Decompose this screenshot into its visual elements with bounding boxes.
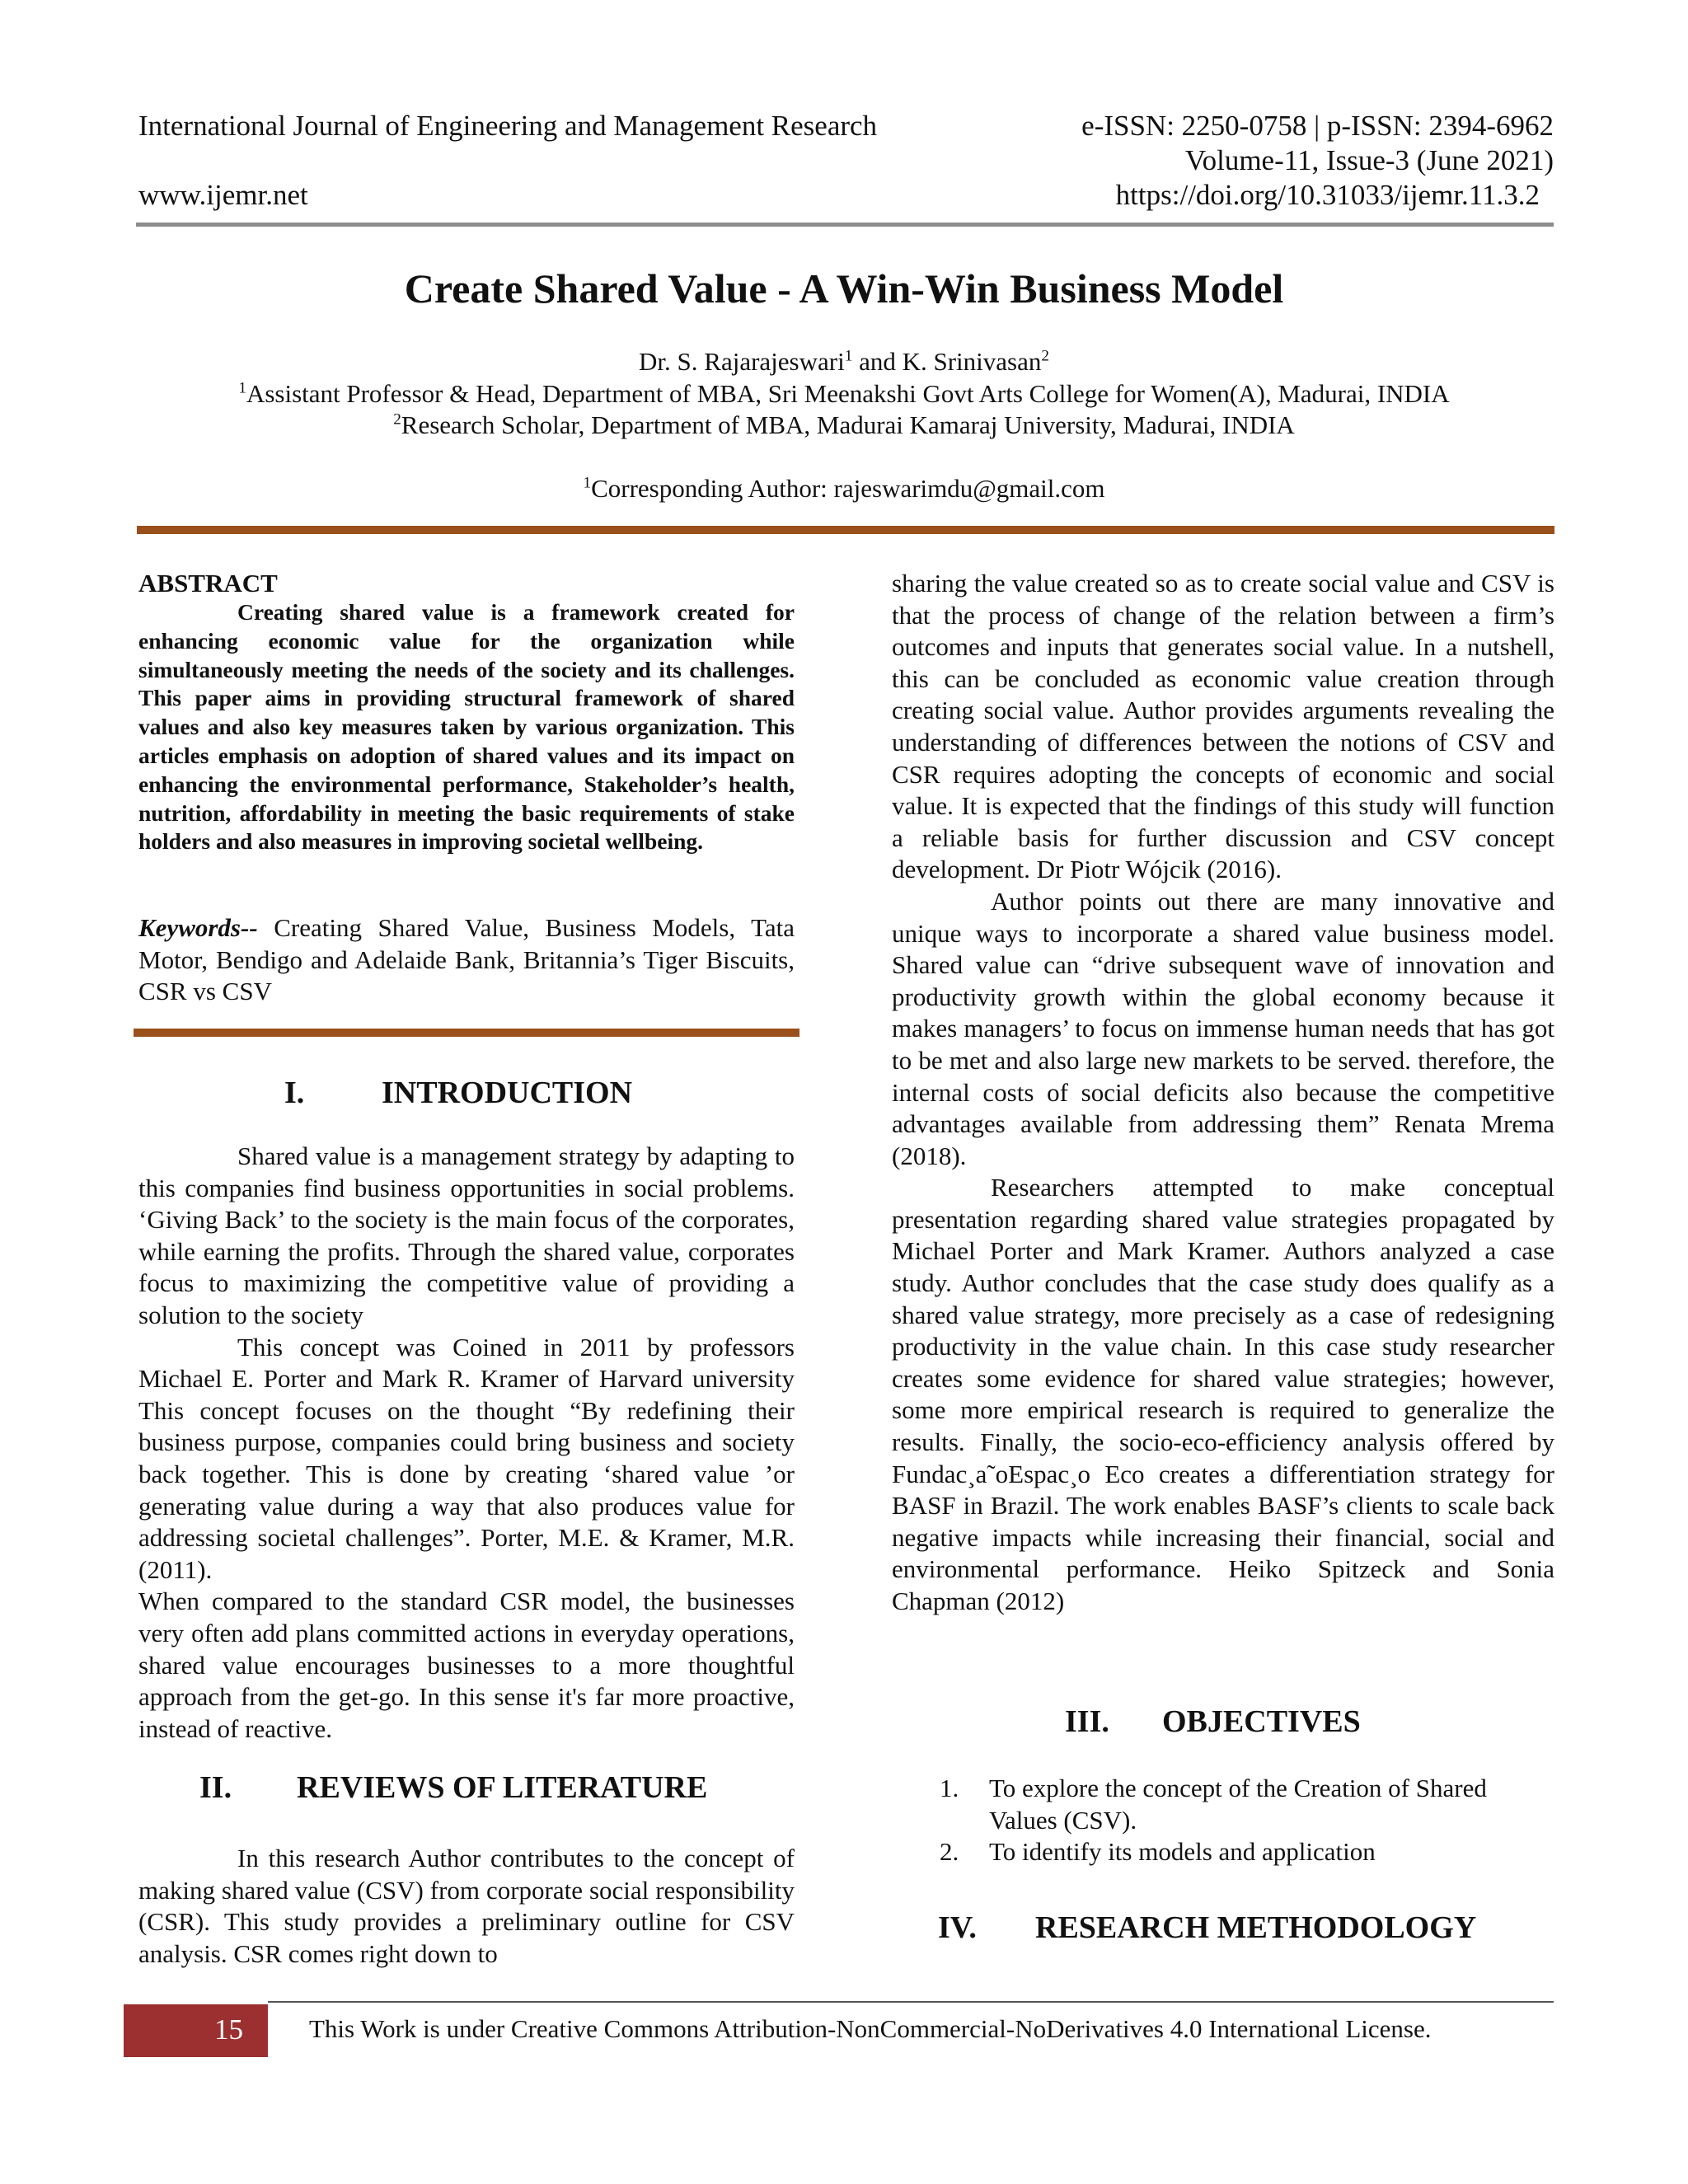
keywords-text: Creating Shared Value, Business Models, Tata Motor, Bendigo and Adelaide Bank, Britannia’s Tiger Biscuits, CSR vs CSV <box>138 913 795 1006</box>
author-and: and <box>852 347 903 376</box>
footer-rule <box>268 2001 1554 2003</box>
literature-paragraph-3: Researchers attempted to make conceptual presentation regarding shared value strategies propagated by Michael Porter and Mark Kramer. Authors analyzed a case study. Author concludes that the case study does qualify as a shared value strategy, more precisely as a case of redesigning productivity in the value chain. In this case study researcher creates some evidence for shared value strategies; however, some more empirical research is required to generalize the results. Finally, the socio-eco-efficiency analysis offered by Fundac¸a˜oEspac¸o Eco creates a differentiation strategy for BASF in Brazil. The work enables BASF’s clients to scale back negative impacts while increasing their financial, social and environmental performance. Heiko Spitzeck and Sonia Chapman (2012) <box>892 1173 1554 1615</box>
affiliation-1-sup: 1 <box>238 379 246 397</box>
intro-paragraph-1: Shared value is a management strategy by adapting to this companies find business opportunities in social problems. ‘Giving Back’ to the society is the main focus of the corporates, while earning the profits. Through the shared value, corporates focus to maximizing the competitive value of providing a solution to the society <box>138 1141 795 1329</box>
affiliation-2-text: Research Scholar, Department of MBA, Madurai Kamaraj University, Madurai, INDIA <box>401 410 1295 439</box>
corresponding-author <box>0 473 1688 504</box>
affiliation-2-sup: 2 <box>393 410 401 429</box>
journal-website[interactable]: www.ijemr.net <box>138 179 308 211</box>
corresponding-sup: 1 <box>583 474 592 492</box>
author-line <box>0 346 1688 377</box>
keywords-block <box>138 912 795 1008</box>
author-2: K. Srinivasan <box>902 347 1042 376</box>
section-2-number: II. <box>199 1770 232 1805</box>
section-2-title: REVIEWS OF LITERATURE <box>297 1770 708 1805</box>
section-1-number: I. <box>284 1076 305 1110</box>
literature-paragraph-1-cont: sharing the value created so as to create social value and CSV is that the process of change of the relation between a firm’s outcomes and inputs that generates social value. In a nutshell, this can be concluded as economic value creation through creating social value. Author provides arguments revealing the understanding of differences between the notions of CSV and CSR requires adopting the concepts of economic and social value. It is expected that the findings of this study will function a reliable basis for further discussion and CSV concept development. Dr Piotr Wójcik (2016). <box>892 569 1554 884</box>
doi-link[interactable]: https://doi.org/10.31033/ijemr.11.3.2 <box>1115 179 1540 211</box>
objective-number: 1. <box>940 1774 959 1802</box>
objectives-list <box>892 1773 1554 1868</box>
intro-paragraph-3: When compared to the standard CSR model, the businesses very often add plans committed actions in everyday operations, shared value encourages businesses to a more thoughtful approach from the get-go. In this sense it's far more proactive, instead of reactive. <box>138 1586 795 1743</box>
section-4-number: IV. <box>938 1910 977 1945</box>
section-4-title: RESEARCH METHODOLOGY <box>1035 1910 1477 1945</box>
affiliation-1-text: Assistant Professor & Head, Department of MBA, Sri Meenakshi Govt Arts College for Women(A), Madurai, INDIA <box>246 379 1450 408</box>
affiliation-1 <box>0 378 1688 410</box>
objective-text: To identify its models and application <box>989 1837 1376 1867</box>
corresponding-text: Corresponding Author: rajeswarimdu@gmail.com <box>591 474 1105 503</box>
author-1-sup: 1 <box>844 347 853 365</box>
literature-body-right <box>892 568 1554 1618</box>
section-3-title: OBJECTIVES <box>1162 1704 1361 1739</box>
objective-item <box>892 1773 1554 1836</box>
section-3-number: III. <box>1065 1704 1109 1739</box>
page-number-box <box>124 2004 268 2057</box>
abstract-block <box>138 569 795 856</box>
objective-text: To explore the concept of the Creation of Shared Values (CSV). <box>989 1774 1487 1835</box>
literature-paragraph-1: In this research Author contributes to the concept of making shared value (CSV) from corporate social responsibility (CSR). This study provides a preliminary outline for CSV analysis. CSR comes right down to <box>138 1844 795 1968</box>
issn: e-ISSN: 2250-0758 | p-ISSN: 2394-6962 <box>1081 110 1554 142</box>
affiliation-2 <box>0 410 1688 441</box>
license-notice: This Work is under Creative Commons Attribution-NonCommercial-NoDerivatives 4.0 International License. <box>309 2014 1432 2043</box>
abstract-heading: ABSTRACT <box>138 569 278 598</box>
header-rule <box>136 223 1554 227</box>
intro-paragraph-2: This concept was Coined in 2011 by professors Michael E. Porter and Mark R. Kramer of Harvard university This concept focuses on the thought “By redefining their business purpose, companies could bring business and society back together. This is done by creating ‘shared value ’or generating value during a way that also produces value for addressing societal challenges”. Porter, M.E. & Kramer, M.R. (2011). <box>138 1332 795 1584</box>
journal-name: International Journal of Engineering and Management Research <box>138 110 878 142</box>
page-number: 15 <box>214 2013 243 2046</box>
title-rule <box>137 526 1554 534</box>
section-1-title: INTRODUCTION <box>382 1076 633 1110</box>
literature-body-left <box>138 1843 795 1970</box>
keywords-label: Keywords-- <box>138 913 258 942</box>
volume-issue: Volume-11, Issue-3 (June 2021) <box>1184 144 1554 176</box>
introduction-body <box>138 1141 795 1745</box>
paper-title: Create Shared Value - A Win-Win Business Model <box>404 265 1284 312</box>
author-2-sup: 2 <box>1041 347 1049 365</box>
abstract-body: Creating shared value is a framework created for enhancing economic value for the organization while simultaneously meeting the needs of the society and its challenges. This paper aims in providing structural framework of shared values and also key measures taken by various organization. This articles emphasis on adoption of shared values and its impact on enhancing the environmental performance, Stakeholder’s health, nutrition, affordability in meeting the basic requirements of stake holders and also measures in improving societal wellbeing. <box>138 599 795 855</box>
literature-paragraph-2: Author points out there are many innovative and unique ways to incorporate a shared value business model. Shared value can “drive subsequent wave of innovation and productivity growth within the global economy because it makes managers’ to focus on immense human needs that has got to be met and also large new markets to be served. therefore, the internal costs of social deficits also because the competitive advantages available from addressing them” Renata Mrema (2018). <box>892 886 1554 1170</box>
author-1: Dr. S. Rajarajeswari <box>639 347 845 376</box>
objective-item <box>892 1836 1554 1868</box>
objective-number: 2. <box>940 1837 959 1867</box>
abstract-rule <box>134 1029 799 1037</box>
